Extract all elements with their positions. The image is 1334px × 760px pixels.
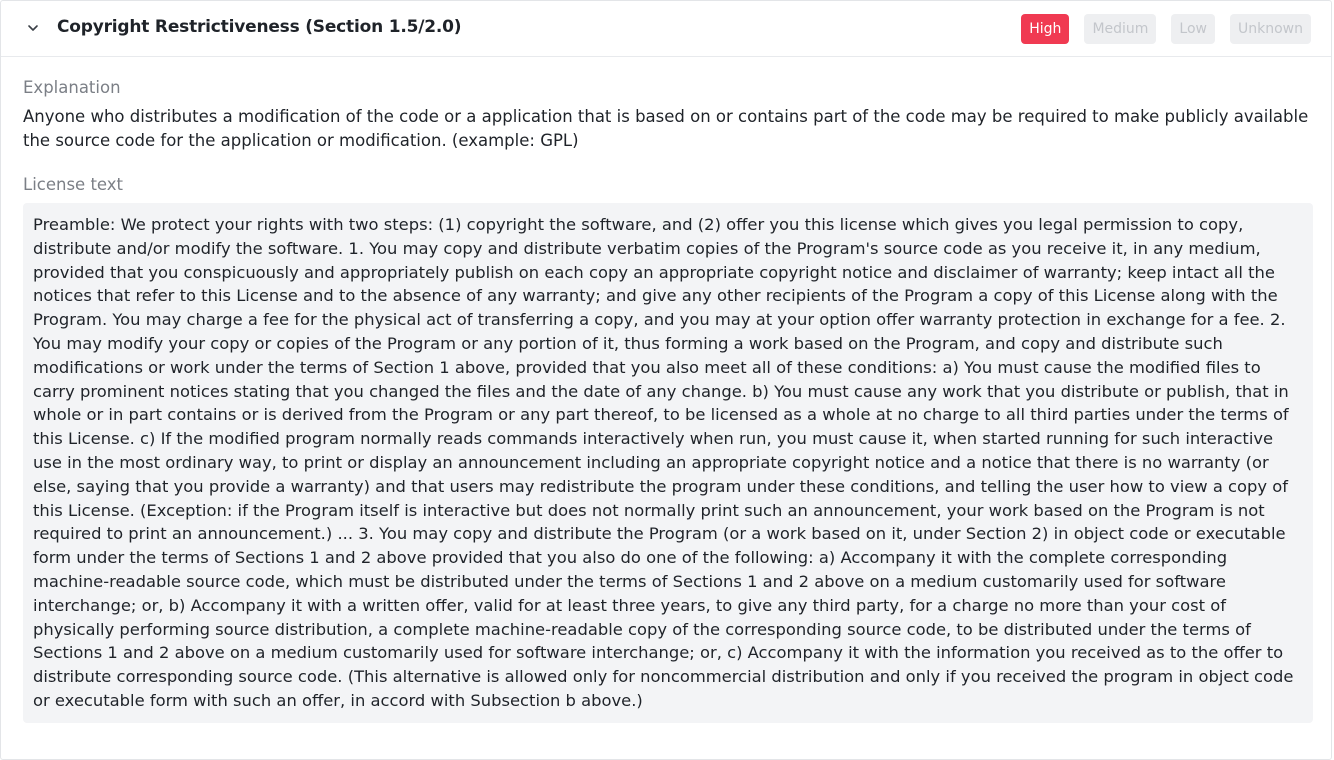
license-text-box xyxy=(23,203,1313,723)
level-medium-badge[interactable]: Medium xyxy=(1084,14,1156,44)
explanation-text: Anyone who distributes a modification of the code or a application that is based on or contains part of the code may be required to make publicly available the source code for the application or modification. (example: GPL) xyxy=(23,107,1309,150)
panel-header[interactable] xyxy=(1,1,1331,57)
panel-title: Copyright Restrictiveness (Section 1.5/2.0) xyxy=(57,17,462,37)
license-text-content: Preamble: We protect your rights with two steps: (1) copyright the software, and (2) offer you this license which gives you legal permission to copy, distribute and/or modify the software. 1. You may copy and distribute verbatim copies of the Program's source code as you receive it, in any medium, provided that you conspicuously and appropriately publish on each copy an appropriate copyright notice and disclaimer of warranty; keep intact all the notices that refer to this License and to the absence of any warranty; and give any other recipients of the Program a copy of this License along with the Program. You may charge a fee for the physical act of transferring a copy, and you may at your option offer warranty protection in exchange for a fee. 2. You may modify your copy or copies of the Program or any portion of it, thus forming a work based on the Program, and copy and distribute such modifications or work under the terms of Section 1 above, provided that you also meet all of these conditions: a) You must cause the modified files to carry prominent notices stating that you changed the files and the date of any change. b) You must cause any work that you distribute or publish, that in whole or in part contains or is derived from the Program or any part thereof, to be licensed as a whole at no charge to all third parties under the terms of this License. c) If the modified program normally reads commands interactively when run, you must cause it, when started running for such interactive use in the most ordinary way, to print or display an announcement including an appropriate copyright notice and a notice that there is no warranty (or else, saying that you provide a warranty) and that users may redistribute the program under these conditions, and telling the user how to view a copy of this License. (Exception: if the Program itself is interactive but does not normally print such an announcement, your work based on the Program is not required to print an announcement.) ... 3. You may copy and distribute the Program (or a work based on it, under Section 2) in object code or executable form under the terms of Sections 1 and 2 above provided that you also do one of the following: a) Accompany it with the complete corresponding machine-readable source code, which must be distributed under the terms of Sections 1 and 2 above on a medium customarily used for software interchange; or, b) Accompany it with a written offer, valid for at least three years, to give any third party, for a charge no more than your cost of physically performing source distribution, a complete machine-readable copy of the corresponding source code, to be distributed under the terms of Sections 1 and 2 above on a medium customarily used for software interchange; or, c) Accompany it with the information you received as to the offer to distribute corresponding source code. (This alternative is allowed only for noncommercial distribution and only if you received the program in object code or executable form with such an offer, in accord with Subsection b above.) xyxy=(33,215,1294,710)
license-text-label: License text xyxy=(23,175,124,194)
level-low-badge[interactable]: Low xyxy=(1171,14,1215,44)
level-unknown-badge[interactable]: Unknown xyxy=(1230,14,1311,44)
chevron-down-icon[interactable] xyxy=(24,19,42,37)
restrictiveness-level-selector xyxy=(1021,14,1311,44)
explanation-label: Explanation xyxy=(23,78,121,97)
level-high-badge[interactable]: High xyxy=(1021,14,1069,44)
